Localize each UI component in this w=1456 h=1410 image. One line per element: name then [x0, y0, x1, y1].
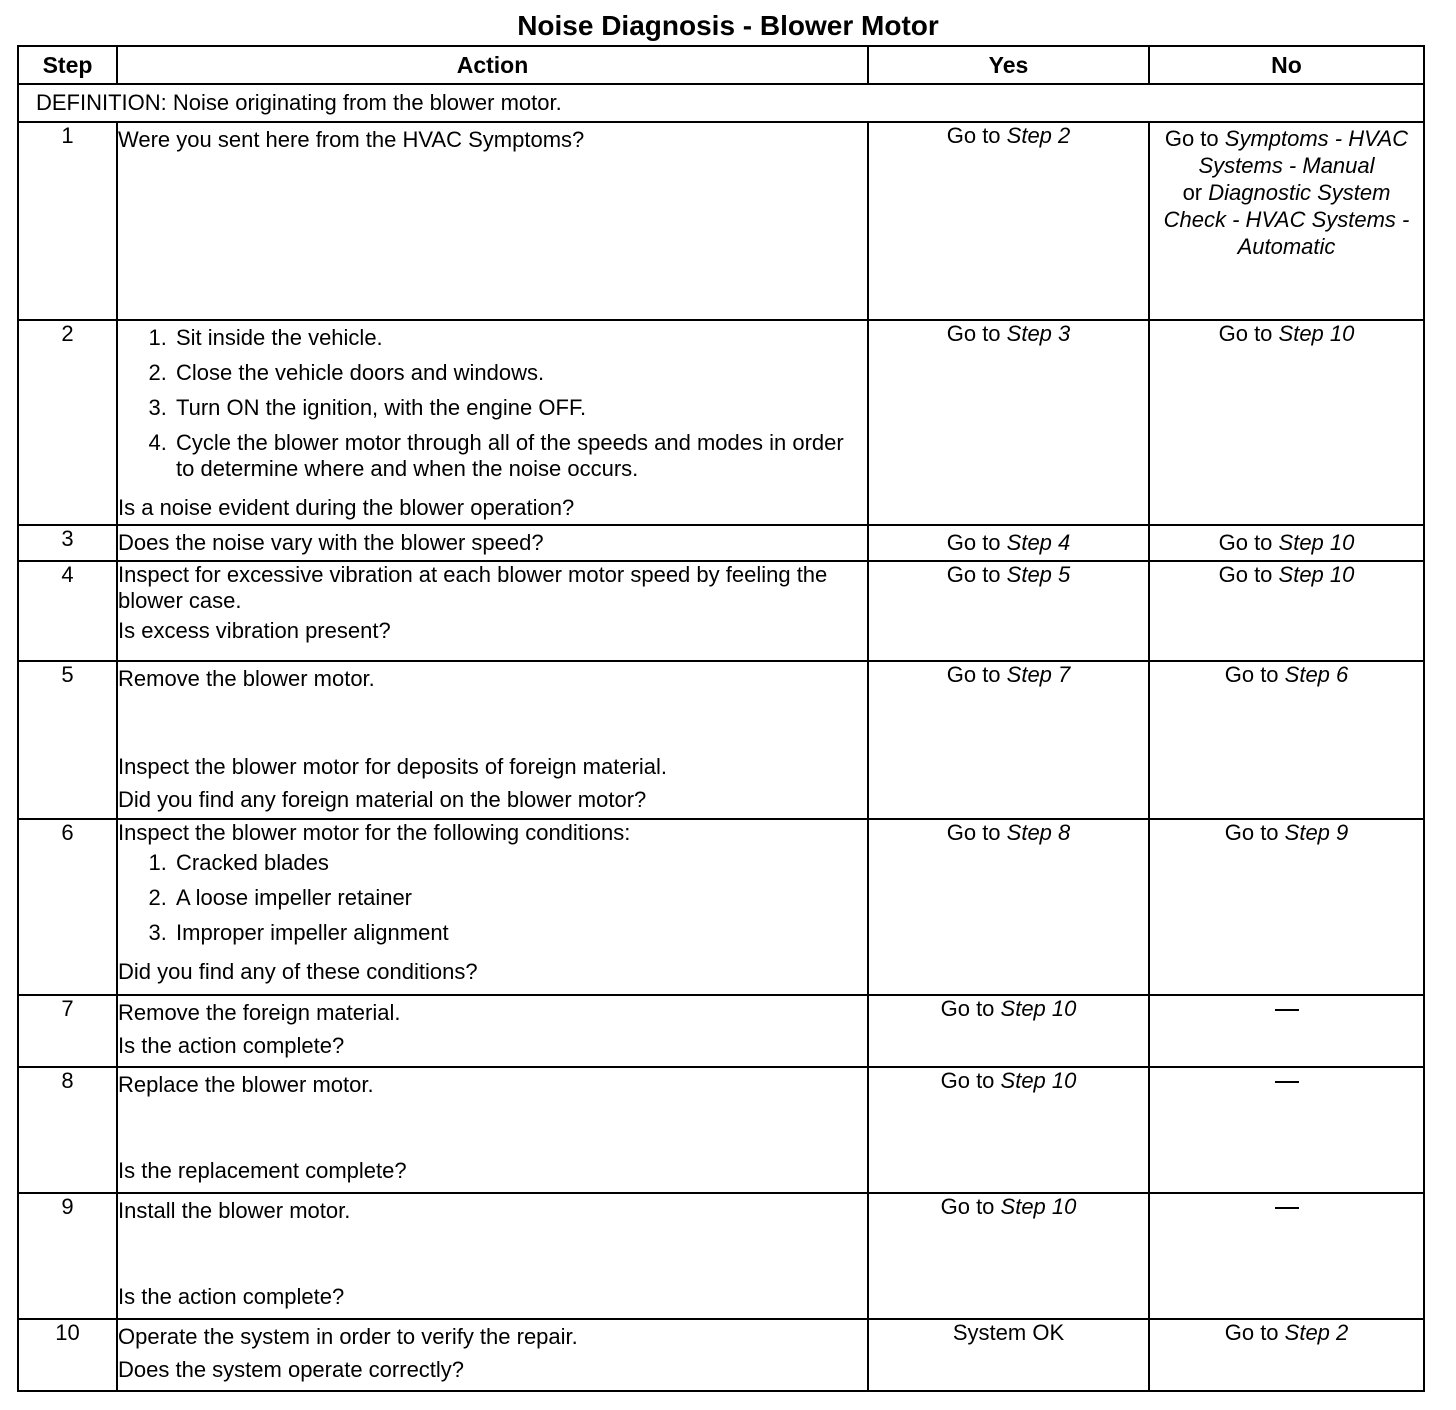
action-question: Were you sent here from the HVAC Symptoms?	[118, 127, 585, 152]
yes-prefix: Go to	[940, 1068, 1001, 1093]
yes-prefix: Go to	[946, 820, 1007, 845]
no-cell	[1149, 819, 1424, 995]
no-prefix: Go to	[1218, 530, 1279, 555]
step-number: 10	[18, 1319, 117, 1391]
dash-mark	[1275, 1207, 1299, 1209]
action-spacer	[118, 1101, 867, 1154]
yes-cell	[868, 995, 1149, 1067]
header-yes: Yes	[868, 46, 1149, 84]
action-cell	[117, 320, 868, 525]
table-row	[18, 819, 1424, 995]
no-cell	[1149, 122, 1424, 320]
action-cell	[117, 1319, 868, 1391]
list-item: 2. A loose impeller retainer	[173, 885, 867, 911]
yes-prefix: Go to	[946, 662, 1007, 687]
no-prefix: Go to	[1224, 1320, 1285, 1345]
step-number: 9	[18, 1193, 117, 1319]
action-cell	[117, 561, 868, 661]
yes-cell	[868, 525, 1149, 561]
action-question: Is excess vibration present?	[118, 618, 391, 643]
step-number: 6	[18, 819, 117, 995]
action-question: Is the replacement complete?	[118, 1158, 407, 1183]
no-cell	[1149, 1319, 1424, 1391]
no-link[interactable]: Step 10	[1278, 562, 1355, 587]
yes-prefix: Go to	[946, 562, 1007, 587]
table-row	[18, 122, 1424, 320]
definition-row	[18, 84, 1424, 122]
yes-cell	[868, 1067, 1149, 1193]
table-row	[18, 525, 1424, 561]
no-prefix: Go to	[1224, 662, 1285, 687]
no-cell	[1149, 320, 1424, 525]
yes-link[interactable]: Step 10	[1000, 996, 1077, 1021]
action-list	[118, 325, 867, 482]
action-text: Remove the foreign material.	[118, 1000, 401, 1025]
yes-prefix: Go to	[946, 123, 1007, 148]
no-cell	[1149, 661, 1424, 819]
no-link[interactable]: Step 10	[1278, 530, 1355, 555]
yes-cell	[868, 561, 1149, 661]
action-cell	[117, 1067, 868, 1193]
yes-cell	[868, 122, 1149, 320]
action-question: Does the system operate correctly?	[118, 1357, 465, 1382]
table-row	[18, 1067, 1424, 1193]
step-number: 1	[18, 122, 117, 320]
step-number: 2	[18, 320, 117, 525]
action-text: Inspect the blower motor for the following conditions:	[118, 820, 631, 845]
action-cell	[117, 525, 868, 561]
yes-prefix: Go to	[946, 321, 1007, 346]
yes-link[interactable]: Step 8	[1006, 820, 1071, 845]
yes-cell: System OK	[868, 1319, 1149, 1391]
yes-link[interactable]: Step 3	[1006, 321, 1071, 346]
no-cell	[1149, 1067, 1424, 1193]
step-number: 3	[18, 525, 117, 561]
no-link[interactable]: Step 10	[1278, 321, 1355, 346]
action-question: Did you find any of these conditions?	[118, 959, 478, 984]
step-number: 5	[18, 661, 117, 819]
yes-link[interactable]: Step 4	[1006, 530, 1071, 555]
list-item: 4. Cycle the blower motor through all of the speeds and modes in order to determine where and when the noise occurs.	[173, 430, 867, 482]
header-step: Step	[18, 46, 117, 84]
step-number: 8	[18, 1067, 117, 1193]
action-question: Did you find any foreign material on the blower motor?	[118, 787, 647, 812]
yes-prefix: Go to	[940, 1194, 1001, 1219]
action-text: Remove the blower motor.	[118, 666, 375, 691]
action-text-inspect: Inspect the blower motor for deposits of foreign material.	[118, 754, 668, 779]
list-item: 1. Sit inside the vehicle.	[173, 325, 867, 351]
table-row	[18, 1193, 1424, 1319]
no-cell	[1149, 561, 1424, 661]
no-mid: or	[1182, 180, 1209, 205]
action-spacer	[118, 1227, 867, 1280]
table-row	[18, 561, 1424, 661]
list-item: 3. Improper impeller alignment	[173, 920, 867, 946]
no-link[interactable]: Step 6	[1284, 662, 1349, 687]
step-number: 7	[18, 995, 117, 1067]
table-row	[18, 661, 1424, 819]
action-cell	[117, 995, 868, 1067]
no-link-diagnostic[interactable]: Diagnostic System Check - HVAC Systems - Automatic	[1163, 180, 1410, 259]
yes-link[interactable]: Step 10	[1000, 1068, 1077, 1093]
table-row	[18, 995, 1424, 1067]
no-cell	[1149, 525, 1424, 561]
action-spacer	[118, 695, 867, 750]
action-text: Inspect for excessive vibration at each blower motor speed by feeling the blower case.	[118, 562, 828, 613]
no-prefix: Go to	[1164, 126, 1225, 151]
no-prefix: Go to	[1218, 562, 1279, 587]
step-number: 4	[18, 561, 117, 661]
action-question: Is the action complete?	[118, 1033, 345, 1058]
action-cell	[117, 122, 868, 320]
header-action: Action	[117, 46, 868, 84]
dash-mark	[1275, 1009, 1299, 1011]
no-link[interactable]: Step 2	[1284, 1320, 1349, 1345]
dash-mark	[1275, 1081, 1299, 1083]
yes-prefix: Go to	[940, 996, 1001, 1021]
action-cell	[117, 661, 868, 819]
action-question: Does the noise vary with the blower speed?	[118, 530, 544, 555]
list-item: 3. Turn ON the ignition, with the engine OFF.	[173, 395, 867, 421]
no-cell	[1149, 995, 1424, 1067]
action-question: Is a noise evident during the blower operation?	[118, 495, 575, 520]
diagnosis-table	[17, 45, 1425, 1392]
yes-prefix: Go to	[946, 530, 1007, 555]
action-cell	[117, 1193, 868, 1319]
yes-link[interactable]: Step 2	[1006, 123, 1071, 148]
action-cell	[117, 819, 868, 995]
yes-cell	[868, 661, 1149, 819]
yes-link[interactable]: Step 5	[1006, 562, 1071, 587]
table-row	[18, 320, 1424, 525]
yes-link[interactable]: Step 10	[1000, 1194, 1077, 1219]
action-text: Replace the blower motor.	[118, 1072, 374, 1097]
yes-cell	[868, 819, 1149, 995]
yes-cell	[868, 320, 1149, 525]
document-title: Noise Diagnosis - Blower Motor	[517, 10, 939, 41]
action-text: Install the blower motor.	[118, 1198, 351, 1223]
condition-list	[118, 850, 867, 946]
action-text: Operate the system in order to verify the repair.	[118, 1324, 578, 1349]
no-prefix: Go to	[1218, 321, 1279, 346]
action-question: Is the action complete?	[118, 1284, 345, 1309]
list-item: 1. Cracked blades	[173, 850, 867, 876]
table-row	[18, 1319, 1424, 1391]
no-link-symptoms[interactable]: Symptoms - HVAC Systems - Manual	[1198, 126, 1409, 178]
list-item: 2. Close the vehicle doors and windows.	[173, 360, 867, 386]
definition-text: DEFINITION: Noise originating from the blower motor.	[18, 84, 1424, 122]
yes-link[interactable]: Step 7	[1006, 662, 1071, 687]
header-no: No	[1149, 46, 1424, 84]
table-header-row	[18, 46, 1424, 84]
no-link[interactable]: Step 9	[1284, 820, 1349, 845]
no-prefix: Go to	[1224, 820, 1285, 845]
no-cell	[1149, 1193, 1424, 1319]
yes-cell	[868, 1193, 1149, 1319]
